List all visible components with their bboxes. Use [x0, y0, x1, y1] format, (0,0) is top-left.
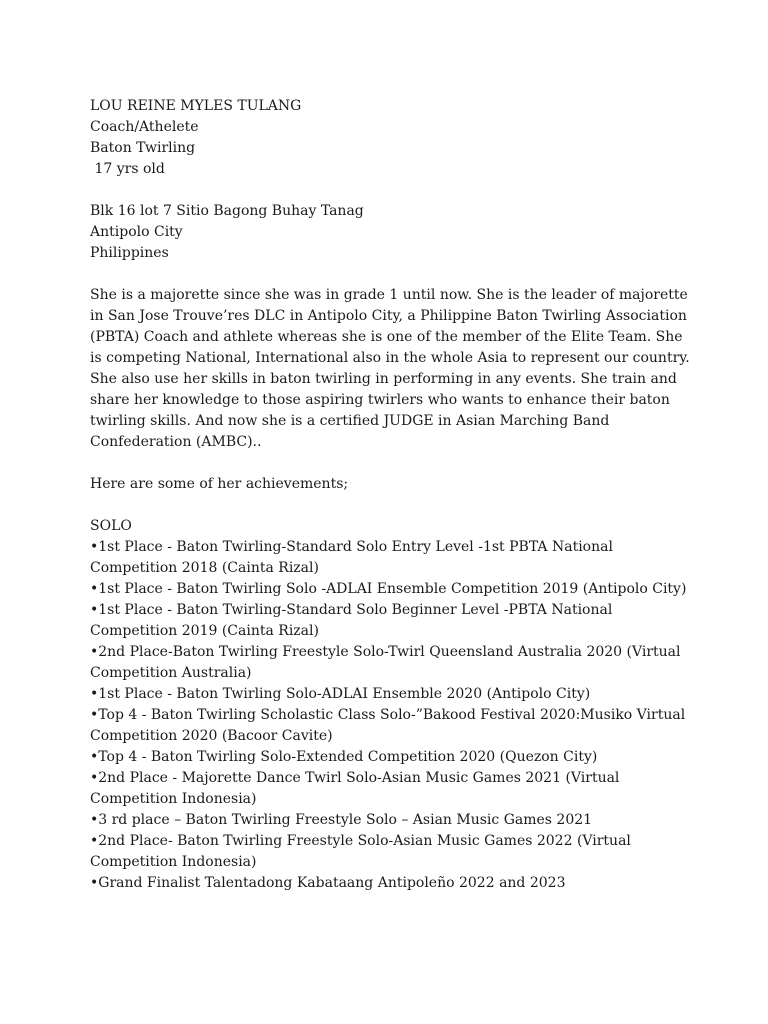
solo-heading: SOLO — [90, 518, 132, 534]
address-line: Blk 16 lot 7 Sitio Bagong Buhay Tanag — [90, 203, 364, 219]
bio-paragraph: She is a majorette since she was in grade 1 until now. She is the leader of majorette in San Jose Trouve’res DLC in Antipolo City, a Philippine Baton Twirling Association (PBTA) Coach and athlete whereas she is one of the member of the Elite Team. She is competing National, International also in the whole Asia to represent our country. She also use her skills in baton twirling in performing in any events. She train and share her knowledge to those aspiring twirlers who wants to enhance their baton twirling skills. And now she is a certified JUDGE in Asian Marching Band Confederation (AMBC).. — [90, 287, 690, 450]
spacer — [90, 264, 730, 285]
athlete-age: 17 yrs old — [90, 161, 165, 177]
athlete-name: LOU REINE MYLES TULANG — [90, 98, 302, 114]
spacer — [90, 180, 730, 201]
achievement-item: •1st Place - Baton Twirling Solo -ADLAI Ensemble Competition 2019 (Antipolo City) — [90, 581, 687, 597]
document-page — [90, 96, 730, 894]
achievement-item: •1st Place - Baton Twirling-Standard Solo Entry Level -1st PBTA National Competition 2018 (Cainta Rizal) — [90, 539, 613, 576]
achievements-intro: Here are some of her achievements; — [90, 476, 349, 492]
address-city: Antipolo City — [90, 224, 183, 240]
achievement-list — [90, 537, 730, 894]
spacer — [90, 453, 730, 474]
achievement-item: •3 rd place – Baton Twirling Freestyle Solo – Asian Music Games 2021 — [90, 812, 593, 828]
achievement-item: •1st Place - Baton Twirling Solo-ADLAI Ensemble 2020 (Antipolo City) — [90, 686, 591, 702]
athlete-role: Coach/Athelete — [90, 119, 199, 135]
achievement-item: •2nd Place-Baton Twirling Freestyle Solo-Twirl Queensland Australia 2020 (Virtual Competition Australia) — [90, 644, 681, 681]
spacer — [90, 495, 730, 516]
achievement-item: •2nd Place - Majorette Dance Twirl Solo-Asian Music Games 2021 (Virtual Competition Indonesia) — [90, 770, 620, 807]
achievement-item: •1st Place - Baton Twirling-Standard Solo Beginner Level -PBTA National Competition 2019 (Cainta Rizal) — [90, 602, 613, 639]
achievement-item: •Top 4 - Baton Twirling Scholastic Class Solo-”Bakood Festival 2020:Musiko Virtual Competition 2020 (Bacoor Cavite) — [90, 707, 686, 744]
address-country: Philippines — [90, 245, 169, 261]
achievement-item: •Top 4 - Baton Twirling Solo-Extended Competition 2020 (Quezon City) — [90, 749, 598, 765]
achievement-item: •2nd Place- Baton Twirling Freestyle Solo-Asian Music Games 2022 (Virtual Competition Indonesia) — [90, 833, 631, 870]
achievement-item: •Grand Finalist Talentadong Kabataang Antipoleño 2022 and 2023 — [90, 875, 566, 891]
athlete-sport: Baton Twirling — [90, 140, 196, 156]
